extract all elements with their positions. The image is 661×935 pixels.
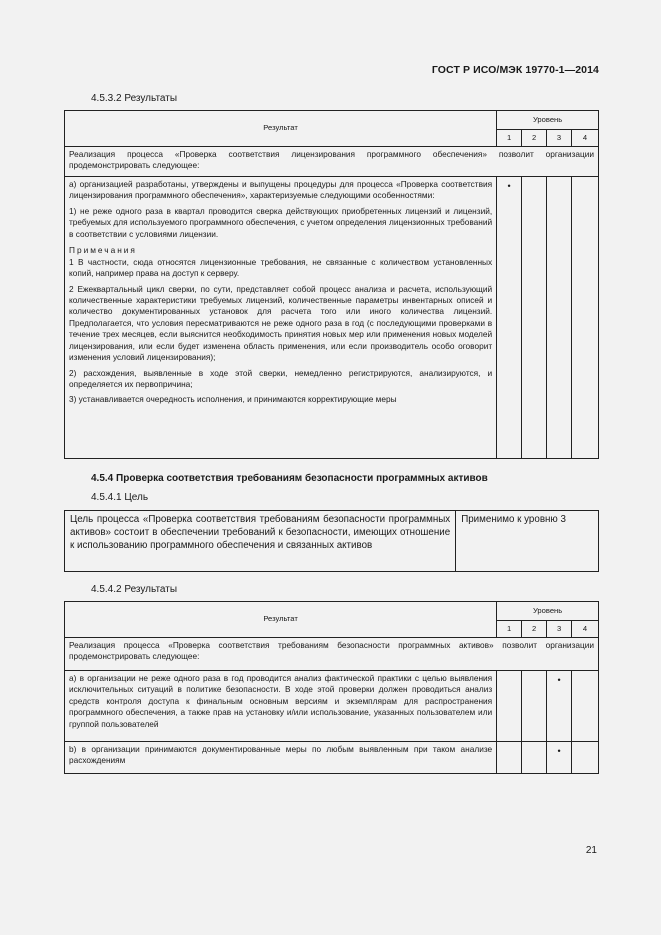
- level-1-cell: [497, 742, 522, 774]
- goal-text: Цель процесса «Проверка соответствия требованиям безопасности программных активов» состоит в обеспечении требований к безопасности, имеющих отношение к использованию программного обеспечения и связанных активов: [70, 514, 451, 552]
- level-1-header: 1: [497, 621, 522, 638]
- table-row-intro: [65, 638, 599, 671]
- level-2-header: 2: [522, 621, 547, 638]
- item-a-text: а) в организации не реже одного раза в год проводится анализ фактической практики с целью выявления исключительных ситуаций в политике безопасности. В ходе этой проверки должен проводиться анализ средств контроля доступа к финальным основным версиям и экземплярам для распространения программного обеспечения, а также прав на установку и/или использование, указанных пользователем или группой пользователей: [69, 673, 493, 729]
- item-a-text: а) организацией разработаны, утверждены и выпущены процедуры для процесса «Проверка соответствия лицензирования программного обеспечения», характеризуемые следующими особенностями:: [69, 179, 493, 201]
- level-4-header: 4: [572, 130, 599, 147]
- goal-table: [64, 510, 599, 572]
- note-2-text: 2 Ежеквартальный цикл сверки, по сути, представляет собой процесс анализа и расчета, использующий количественные характеристики требуемых лицензий, количественные параметры инвентарных описей и количество документированных установок для расчета того или иного количества лицензий. Предполагается, что условия пересматриваются не реже одного раза в год (с последующими проверками в течение трех месяцев, если выяснится необходимость принятия новых мер или применения новых моделей лицензирования, или если будет изменена область применения, или если производитель особо оговорит изменения условий лицензирования);: [69, 283, 493, 363]
- result-column-header: Результат: [65, 602, 497, 638]
- results-table-4532: [64, 110, 599, 459]
- level-4-header: 4: [572, 621, 599, 638]
- page-number: 21: [585, 845, 597, 856]
- notes-title: Примечания: [69, 245, 137, 256]
- section-4532-title: 4.5.3.2 Результаты: [91, 93, 178, 104]
- goal-cell: [65, 511, 456, 572]
- level-1-cell: [497, 671, 522, 742]
- level-column-header: Уровень: [497, 602, 599, 621]
- level-column-header: Уровень: [497, 111, 599, 130]
- intro-text: Реализация процесса «Проверка соответствия требованиям безопасности программных активов» позволит организации продемонстрировать следующее:: [69, 640, 594, 662]
- applicable-text: Применимо к уровню 3: [461, 514, 566, 525]
- table-row-item-a: [65, 177, 497, 459]
- result-column-header: Результат: [65, 111, 497, 147]
- table-row-item-a: [65, 671, 497, 742]
- applicable-cell: [456, 511, 599, 572]
- level-2-cell: [522, 177, 547, 459]
- level-3-cell: [547, 177, 572, 459]
- item-1-text: 1) не реже одного раза в квартал проводится сверка действующих приобретенных лицензий и лицензий, требуемых для используемого программного обеспечения, с учетом определения лицензионных требований в соответствии с условиями лицензии.: [69, 205, 493, 239]
- item-3-text: 3) устанавливается очередность исполнения, и принимаются корректирующие меры: [69, 394, 397, 405]
- level-1-mark: •: [497, 177, 522, 459]
- level-4-cell: [572, 742, 599, 774]
- item-b-text: b) в организации принимаются документированные меры по любым выявленным при таком анализе расхождениям: [69, 744, 493, 766]
- standard-header: ГОСТ Р ИСО/МЭК 19770-1—2014: [431, 64, 599, 76]
- level-4-cell: [572, 177, 599, 459]
- level-4-cell: [572, 671, 599, 742]
- level-2-cell: [522, 671, 547, 742]
- level-3-header: 3: [547, 621, 572, 638]
- note-1-text: 1 В частности, сюда относятся лицензионные требования, не связанные с количеством установленных копий, например права на доступ к серверу.: [69, 256, 493, 279]
- section-4542-title: 4.5.4.2 Результаты: [91, 584, 178, 595]
- level-1-header: 1: [497, 130, 522, 147]
- section-4541-title: 4.5.4.1 Цель: [91, 492, 149, 503]
- level-2-cell: [522, 742, 547, 774]
- intro-text: Реализация процесса «Проверка соответствия лицензирования программного обеспечения» позволит организации продемонстрировать следующее:: [69, 149, 594, 171]
- table-row-item-b: [65, 742, 497, 774]
- table-row-intro: [65, 147, 599, 177]
- level-2-header: 2: [522, 130, 547, 147]
- section-454-title: 4.5.4 Проверка соответствия требованиям безопасности программных активов: [91, 473, 488, 484]
- level-3-header: 3: [547, 130, 572, 147]
- level-3-mark: •: [547, 742, 572, 774]
- level-3-mark: •: [547, 671, 572, 742]
- item-2-text: 2) расхождения, выявленные в ходе этой сверки, немедленно регистрируются, анализируются, и определяется их первопричина;: [69, 367, 493, 389]
- results-table-4542: [64, 601, 599, 774]
